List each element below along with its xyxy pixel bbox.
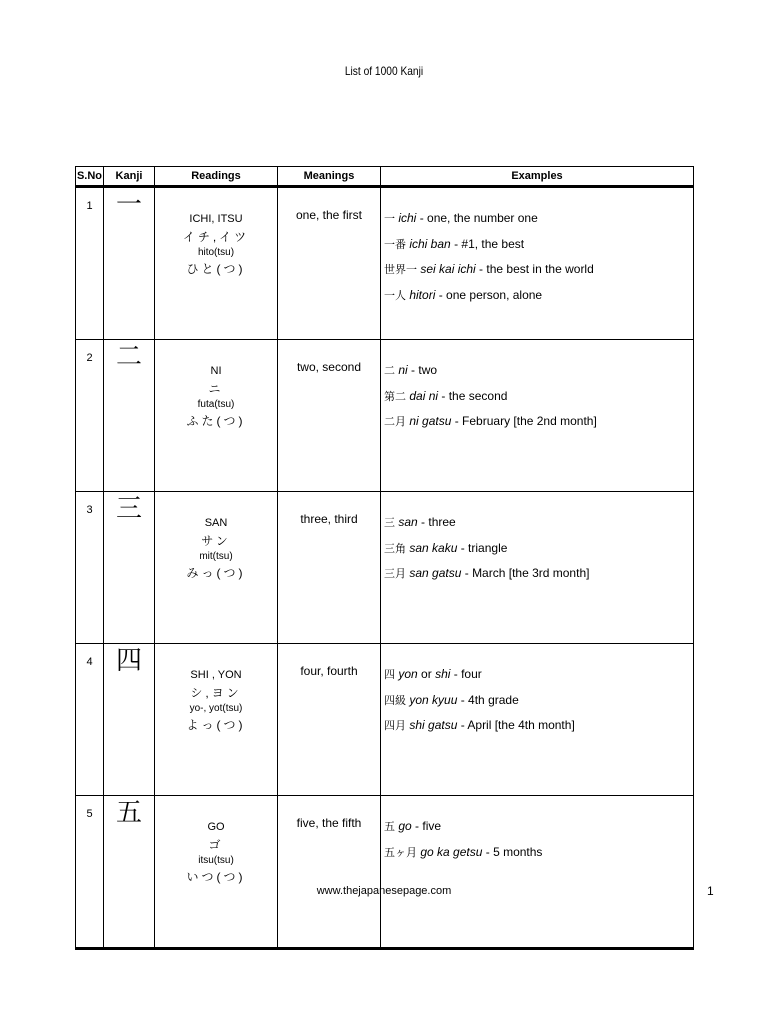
header-kanji: Kanji [104,167,155,187]
on-reading-romaji: NI [210,365,222,377]
kun-reading-romaji: mit(tsu) [199,551,233,562]
row-number: 4 [76,644,104,796]
table-row [76,644,694,796]
examples-cell [381,644,694,796]
example-reading: hitori [409,287,436,302]
meaning-cell: three, third [278,492,381,644]
example-kanji: 四月 [384,719,406,732]
on-reading-romaji: ICHI, ITSU [189,213,243,225]
kun-reading-kana: ふた(つ) [186,414,246,428]
kun-reading-romaji: futa(tsu) [197,399,235,410]
example-kanji: 三 [384,516,395,529]
table-row [76,340,694,492]
kun-reading-kana: みっ(つ) [186,566,246,580]
kanji-table [75,166,694,950]
example-line [384,713,693,739]
example-line [384,561,693,587]
example-meaning: - one, the number one [419,211,538,225]
example-line [384,206,693,232]
example-kanji: 四 [384,668,395,681]
document-title: List of 1000 Kanji [344,64,424,78]
example-line [384,536,693,562]
kun-reading-kana: よっ(つ) [186,718,246,732]
example-reading: ni [398,363,408,377]
example-meaning: - 5 months [485,844,543,859]
example-line [384,510,693,536]
example-reading: ni gatsu [409,414,452,428]
kun-reading-romaji: itsu(tsu) [198,855,234,866]
examples-cell [381,492,694,644]
example-meaning: - five [415,819,442,833]
table-row [76,796,694,949]
on-reading-kana: ニ [208,382,224,396]
example-reading: san kaku [409,540,458,555]
row-number: 5 [76,796,104,949]
example-kanji: 一人 [384,288,406,302]
table-header-row [76,167,694,187]
example-reading: san [398,515,418,529]
header-examples: Examples [381,167,694,187]
example-kanji: 二 [384,364,395,377]
meaning-cell: four, fourth [278,644,381,796]
on-reading-kana: シ,ヨン [190,686,242,700]
meaning-cell: five, the fifth [278,796,381,949]
example-kanji: 第二 [384,389,406,403]
kun-reading-romaji: yo-, yot(tsu) [189,703,243,714]
example-reading: go [398,819,412,833]
kun-reading-romaji: hito(tsu) [197,247,235,258]
example-meaning: - one person, alone [438,287,543,302]
examples-cell [381,796,694,949]
example-line [384,688,693,714]
example-reading: yon [398,667,418,681]
examples-cell [381,187,694,340]
example-line [384,814,693,840]
readings-cell [155,796,278,949]
row-number: 3 [76,492,104,644]
example-kanji: 一番 [384,237,406,251]
kanji-character: 五 [104,796,155,949]
row-number: 1 [76,187,104,340]
row-number: 2 [76,340,104,492]
example-reading: yon kyuu [409,692,458,707]
example-meaning: - the best in the world [479,262,594,276]
kanji-character: 二 [104,340,155,492]
header-readings: Readings [155,167,278,187]
example-reading: ichi ban [409,236,451,251]
example-meaning: - three [421,515,456,529]
on-reading-kana: ゴ [208,838,224,852]
example-meaning: - #1, the best [454,236,525,251]
example-reading-alt: shi [435,667,451,681]
footer-url: www.thejapanesepage.com [316,885,452,897]
on-reading-romaji: SHI , YON [190,669,242,681]
example-line [384,384,693,410]
table-row [76,492,694,644]
example-line [384,662,693,688]
example-kanji: 一 [384,212,395,225]
example-reading: san gatsu [409,566,462,580]
readings-cell [155,492,278,644]
example-line [384,840,693,866]
on-reading-kana: サン [201,534,231,548]
example-kanji: 五 [384,820,395,833]
example-meaning: - April [the 4th month] [460,718,575,732]
example-kanji: 四級 [384,693,406,707]
readings-cell [155,187,278,340]
on-reading-kana: イチ,イツ [182,230,250,244]
kun-reading-kana: いつ(つ) [186,870,246,884]
example-meaning: - four [453,667,482,681]
kanji-character: 一 [104,187,155,340]
on-reading-romaji: SAN [204,517,228,529]
example-line [384,283,693,309]
example-reading: sei kai ichi [420,262,476,276]
examples-cell [381,340,694,492]
readings-cell [155,340,278,492]
example-reading: go ka getsu [420,844,483,859]
example-meaning: - February [the 2nd month] [454,414,597,428]
example-meaning: - two [411,363,438,377]
kun-reading-kana: ひと(つ) [186,262,246,276]
example-reading: ichi [398,211,417,225]
readings-cell [155,644,278,796]
example-line [384,409,693,435]
example-kanji: 三月 [384,567,406,580]
example-kanji: 五ヶ月 [384,845,417,859]
example-line [384,358,693,384]
example-meaning: - the second [441,388,508,403]
meaning-cell: two, second [278,340,381,492]
example-meaning: - 4th grade [460,692,519,707]
on-reading-romaji: GO [207,821,225,833]
example-kanji: 三角 [384,541,406,555]
page-number: 1 [707,884,714,898]
example-kanji: 世界一 [384,263,417,276]
table-row [76,187,694,340]
kanji-character: 四 [104,644,155,796]
meaning-cell: one, the first [278,187,381,340]
example-kanji: 二月 [384,415,406,428]
example-meaning: - triangle [460,540,508,555]
example-line [384,232,693,258]
header-meanings: Meanings [278,167,381,187]
header-sno: S.No [76,167,104,187]
example-connector: or [421,667,432,681]
example-reading: shi gatsu [409,718,458,732]
kanji-character: 三 [104,492,155,644]
example-meaning: - March [the 3rd month] [464,566,590,580]
example-line [384,257,693,283]
example-reading: dai ni [409,388,439,403]
